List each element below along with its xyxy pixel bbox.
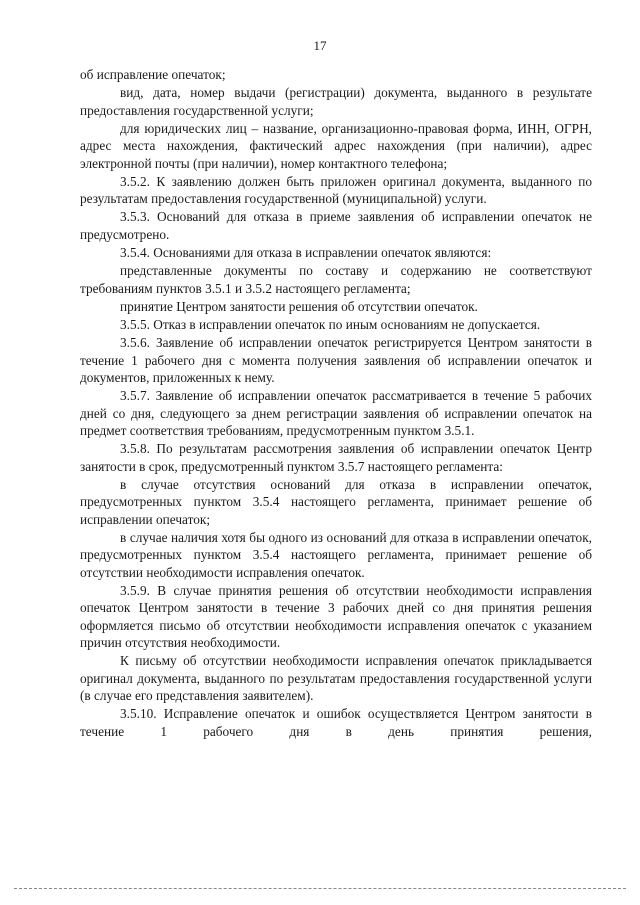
paragraph: в случае наличия хотя бы одного из оснований для отказа в исправлении опечаток, предусмотренных пунктом 3.5.4 настоящего регламента, принимает решение об отсутствии необходимости исправления опечаток. — [80, 529, 592, 580]
paragraph: в случае отсутствия оснований для отказа в исправлении опечаток, предусмотренных пунктом 3.5.4 настоящего регламента, принимает решение об исправлении опечаток; — [80, 476, 592, 527]
paragraph: представленные документы по составу и содержанию не соответствуют требованиям пунктов 3.5.1 и 3.5.2 настоящего регламента; — [80, 263, 592, 296]
page-number: 17 — [313, 38, 327, 53]
paragraph: 3.5.9. В случае принятия решения об отсутствии необходимости исправления опечаток Центром занятости в течение 3 рабочих дней со дня принятия решения оформляется письмо об отсутствии необходимости исправления опечаток с указанием причин отсутствия необходимости. — [80, 582, 592, 651]
document-body — [80, 66, 592, 741]
paragraph: К письму об отсутствии необходимости исправления опечаток прикладывается оригинал документа, выданного по результатам предоставления государственной услуги (в случае его представления заявителем). — [80, 653, 592, 704]
paragraph: об исправление опечаток; — [80, 67, 226, 82]
paragraph: вид, дата, номер выдачи (регистрации) документа, выданного в результате предоставления государственной услуги; — [80, 85, 592, 118]
scan-bottom-edge — [14, 888, 626, 889]
paragraph: принятие Центром занятости решения об отсутствии опечаток. — [120, 298, 478, 314]
paragraph: 3.5.2. К заявлению должен быть приложен оригинал документа, выданного по результатам предоставления государственной (муниципальной) услуги. — [80, 173, 592, 207]
paragraph: 3.5.4. Основаниями для отказа в исправлении опечаток являются: — [120, 245, 492, 261]
paragraph: 3.5.8. По результатам рассмотрения заявления об исправлении опечаток Центр занятости в срок, предусмотренный пунктом 3.5.7 настоящего регламента: — [80, 441, 592, 474]
paragraph: для юридических лиц – название, организационно-правовая форма, ИНН, ОГРН, адрес места нахождения, фактический адрес нахождения (при наличии), адрес электронной почты (при наличии), номер контактного телефона; — [80, 120, 592, 171]
paragraph: 3.5.3. Оснований для отказа в приеме заявления об исправлении опечаток не предусмотрено. — [80, 209, 592, 242]
paragraph: 3.5.7. Заявление об исправлении опечаток рассматривается в течение 5 рабочих дней со дня, следующего за днем регистрации заявления об исправлении опечаток на предмет соответствия требованиям, предусмотренным пунктом 3.5.1. — [80, 388, 592, 439]
paragraph: 3.5.5. Отказ в исправлении опечаток по иным основаниям не допускается. — [120, 317, 541, 333]
paragraph: 3.5.6. Заявление об исправлении опечаток регистрируется Центром занятости в течение 1 рабочего дня с момента получения заявления об исправлении опечаток и документов, приложенных к нему. — [80, 335, 592, 386]
paragraph: 3.5.10. Исправление опечаток и ошибок осуществляется Центром занятости в течение 1 рабочего дня в день принятия решения, — [80, 706, 592, 739]
